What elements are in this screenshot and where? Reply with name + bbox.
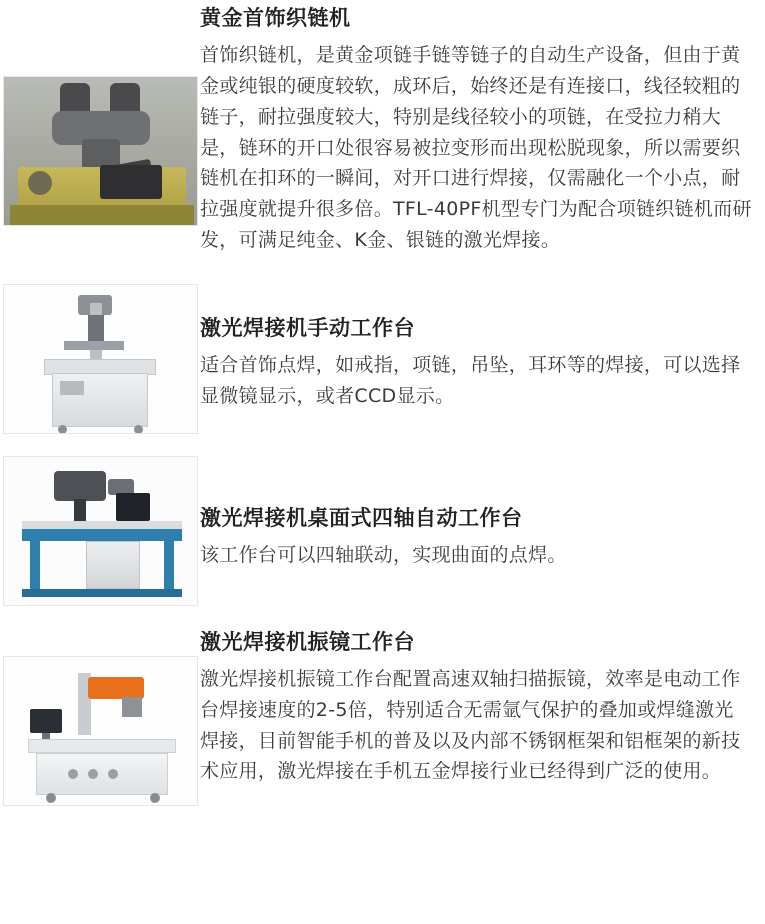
product-title: 激光焊接机手动工作台 xyxy=(200,315,415,340)
laser-source-shape xyxy=(88,677,144,699)
galvo-scanner-shape xyxy=(122,697,142,717)
bench-leg-left-shape xyxy=(30,541,40,591)
laser-welder-manual-worktable-photo xyxy=(3,284,198,434)
lens-shape xyxy=(88,315,104,341)
cabinet-shape xyxy=(36,753,168,795)
caster-wheel-left-shape xyxy=(58,425,67,434)
control-button-shape xyxy=(68,769,78,779)
worktable-shape xyxy=(28,739,176,753)
product-title: 激光焊接机桌面式四轴自动工作台 xyxy=(200,505,523,530)
monitor-shape xyxy=(116,493,150,521)
caster-wheel-right-shape xyxy=(150,793,160,803)
product-image-column xyxy=(0,4,200,226)
control-panel-shape xyxy=(60,381,84,395)
control-button-shape xyxy=(88,769,98,779)
product-section xyxy=(0,434,765,606)
product-text-column xyxy=(200,4,765,256)
product-text-column xyxy=(200,284,765,412)
product-image-column xyxy=(0,284,200,434)
product-text-column xyxy=(200,628,765,787)
product-image-column xyxy=(0,456,200,606)
product-section xyxy=(0,606,765,806)
caster-wheel-left-shape xyxy=(46,793,56,803)
bench-frame-shape xyxy=(22,529,182,541)
machine-module-shape xyxy=(100,165,162,199)
product-title: 黄金首饰织链机 xyxy=(200,6,351,30)
laser-welder-desktop-4axis-worktable-photo xyxy=(3,456,198,606)
bench-foot-shape xyxy=(22,589,182,597)
cabinet-shape xyxy=(86,541,140,589)
bench-leg-right-shape xyxy=(164,541,174,591)
laser-welder-galvo-worktable-photo xyxy=(3,656,198,806)
machine-lower-base-shape xyxy=(10,205,194,225)
machine-knob-shape xyxy=(28,171,52,195)
product-description: 该工作台可以四轴联动，实现曲面的点焊。 xyxy=(200,544,567,567)
product-section xyxy=(0,256,765,434)
monitor-shape xyxy=(30,709,62,733)
product-image-column xyxy=(0,628,200,806)
caster-wheel-right-shape xyxy=(134,425,143,434)
horizontal-arm-shape xyxy=(64,341,124,350)
gold-jewelry-chain-machine-photo xyxy=(3,76,198,226)
product-description: 激光焊接机振镜工作台配置高速双轴扫描振镜，效率是电动工作台焊接速度的2-5倍，特别适合无需氩气保护的叠加或焊缝激光焊接，目前智能手机的普及以及内部不锈钢框架和铝框架的新技术应用，激光焊接在手机五金焊接行业已经得到广泛的使用。 xyxy=(200,668,741,783)
product-section xyxy=(0,0,765,256)
gantry-shape xyxy=(54,471,106,501)
nozzle-shape xyxy=(74,499,86,521)
product-text-column xyxy=(200,456,765,571)
product-description: 适合首饰点焊，如戒指，项链，吊坠，耳环等的焊接，可以选择显微镜显示，或者CCD显示。 xyxy=(200,354,741,407)
product-description: 首饰织链机，是黄金项链手链等链子的自动生产设备，但由于黄金或纯银的硬度较软，成环后，始终还是有连接口，线径较粗的链子，耐拉强度较大，特别是线径较小的项链，在受拉力稍大是，链环的开口处很容易被拉变形而出现松脱现象，所以需要织链机在扣环的一瞬间，对开口进行焊接，仅需融化一个小点，耐拉强度就提升很多倍。TFL-40PF机型专门为配合项链织链机而研发，可满足纯金、K金、银链的激光焊接。 xyxy=(200,44,752,251)
product-title: 激光焊接机振镜工作台 xyxy=(200,629,415,654)
control-button-shape xyxy=(108,769,118,779)
